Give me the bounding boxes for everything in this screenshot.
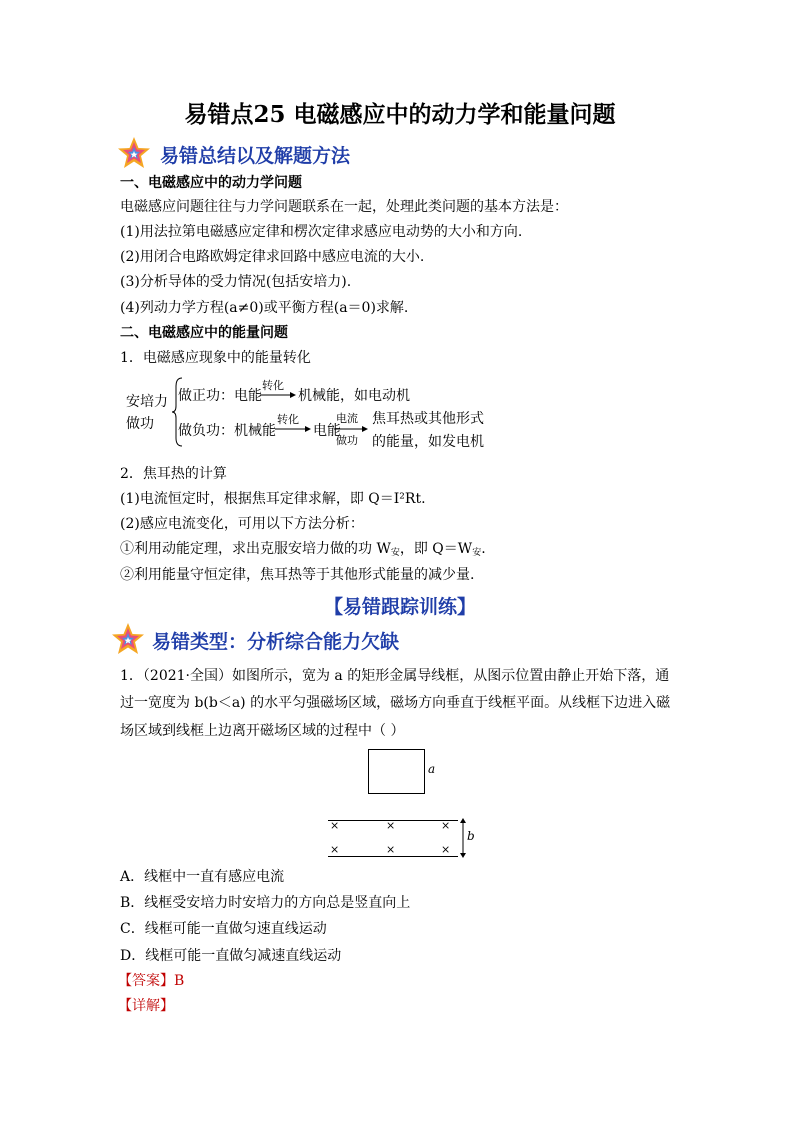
diagram-left-line1: 安培力 [126, 394, 168, 410]
field-cross: × [330, 843, 340, 856]
row2-arrow-label: 转化 [277, 413, 299, 426]
row2-start: 做负功：机械能 [178, 423, 276, 439]
arrow-right-icon [260, 391, 296, 399]
subheading-energy: 二、电磁感应中的能量问题 [120, 325, 288, 341]
field-cross: × [441, 843, 451, 856]
field-bottom-boundary [328, 856, 458, 857]
field-width-label: b [467, 829, 475, 843]
option-c: C．线框可能一直做匀速直线运动 [120, 921, 327, 937]
diagram-left-line2: 做功 [126, 416, 154, 432]
section-heading-summary: 易错总结以及解题方法 [160, 145, 351, 167]
joule-method-1: (1)电流恒定时，根据焦耳定律求解，即 Q＝I²Rt. [120, 491, 426, 507]
row1-start: 做正功：电能 [178, 388, 262, 404]
explanation-label: 【详解】 [118, 998, 174, 1014]
wire-frame [368, 749, 425, 794]
item-energy-conversion: 1．电磁感应现象中的能量转化 [120, 350, 311, 366]
question-line-2: 过一宽度为 b(b＜a) 的水平匀强磁场区域，磁场方向垂直于线框平面。从线框下边进入磁 [120, 695, 671, 711]
intro-text: 电磁感应问题往往与力学问题联系在一起，处理此类问题的基本方法是： [120, 199, 568, 215]
option-b: B．线框受安培力时安培力的方向总是竖直向上 [120, 895, 411, 911]
answer-label: 【答案】B [118, 973, 185, 989]
item-joule-heat: 2．焦耳热的计算 [120, 466, 227, 482]
option-d: D．线框可能一直做匀减速直线运动 [120, 948, 342, 964]
row1-end: 机械能，如电动机 [298, 388, 410, 404]
row2-end-line1: 焦耳热或其他形式 [372, 411, 484, 427]
question-line-3: 场区域到线框上边离开磁场区域的过程中（ ） [120, 723, 405, 739]
error-type-heading: 易错类型：分析综合能力欠缺 [152, 631, 400, 653]
row2-mid: 电能 [313, 423, 341, 439]
field-cross: × [441, 819, 451, 832]
page-title: 易错点25 电磁感应中的动力学和能量问题 [184, 101, 616, 128]
section-heading-training: 【易错跟踪训练】 [323, 596, 476, 618]
question-line-1: 1．（2021·全国）如图所示，宽为 a 的矩形金属导线框，从图示位置由静止开始下落，通 [120, 668, 670, 684]
field-cross: × [386, 843, 396, 856]
frame-width-label: a [428, 762, 436, 776]
row2-arrow2-bottom: 做功 [336, 434, 358, 447]
option-a: A．线框中一直有感应电流 [120, 869, 285, 885]
energy-method-1: ①利用动能定理，求出克服安培力做的功 $W_安$，即 $Q=W_安$. [120, 541, 486, 558]
row2-end-line2: 的能量，如发电机 [372, 434, 484, 450]
field-cross: × [330, 819, 340, 832]
star-icon [110, 622, 146, 656]
row1-arrow-label: 转化 [262, 379, 284, 392]
row2-arrow2-top: 电流 [336, 412, 358, 425]
arrow-right-icon [275, 425, 311, 433]
energy-method-2: ②利用能量守恒定律，焦耳热等于其他形式能量的减少量. [120, 567, 475, 583]
subheading-dynamics: 一、电磁感应中的动力学问题 [120, 175, 302, 191]
joule-method-2: (2)感应电流变化，可用以下方法分析： [120, 516, 364, 532]
step-3: (3)分析导体的受力情况(包括安培力). [120, 274, 352, 290]
star-icon [116, 136, 152, 170]
step-1: (1)用法拉第电磁感应定律和楞次定律求感应电动势的大小和方向. [120, 224, 523, 240]
field-cross: × [386, 819, 396, 832]
step-2: (2)用闭合电路欧姆定律求回路中感应电流的大小. [120, 249, 425, 265]
step-4: (4)列动力学方程(a≠0)或平衡方程(a＝0)求解. [120, 300, 409, 316]
